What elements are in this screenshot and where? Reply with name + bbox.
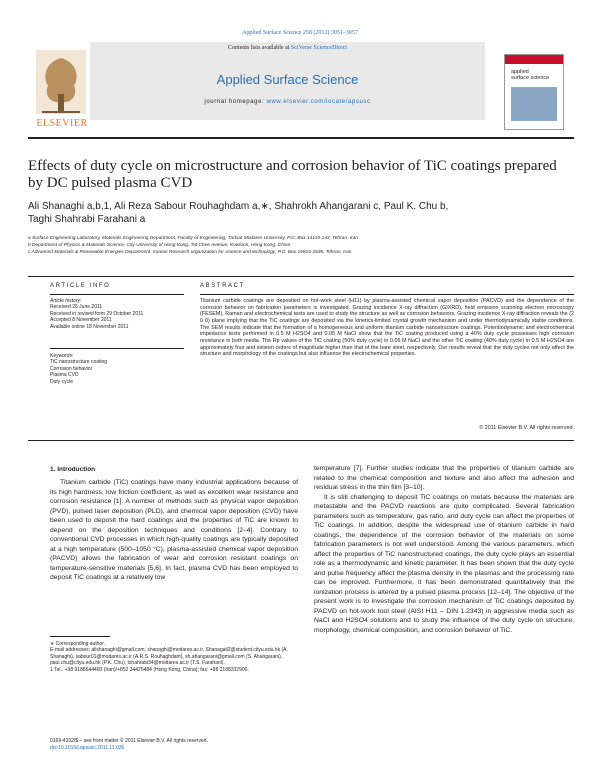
article-info-heading: ARTICLE INFO (50, 283, 111, 289)
affiliation-b: b Department of Physics & Materials Science, City University of Hong Kong, Tat Chee Avenue, Kowloon, Hong Kong, China (28, 243, 291, 248)
history-accepted: Accepted 8 November 2011 (50, 317, 112, 324)
section-rule (28, 276, 574, 277)
telephone-note: 1 Tel.: +98 9188644460 (Iran)/+852 34425484 (Hong Kong, China); fax: +98 2188332900. (50, 666, 249, 673)
paragraph: Titanium carbide (TiC) coatings have many industrial applications because of its high hardness, low friction coefficient, as well as excellent wear resistance and corrosion resistance [1]. A number of methods such as physical vapor deposition (PVD), pulsed laser deposition (PLD), and chemical vapor deposition (CVD) have been used to deposit the hard coatings and the properties of TiC are known to depend on the deposition techniques and conditions [2–4]. Contrary to conventional CVD processes in which high-quality coatings are typically deposited at a high temperature (500–1050 °C), plasma-assisted chemical vapor deposition (PACVD) allows the fabrication of wear and corrosion resistant coatings on temperature-sensitive materials [5,6]. In fact, plasma CVD has been employed to deposit TiC coatings at a relatively low (50, 479, 298, 581)
keyword: TiC nanostructure coating (50, 359, 108, 366)
article-history (50, 298, 184, 330)
footnotes (50, 641, 298, 673)
keyword: Plasma CVD (50, 372, 79, 379)
homepage-prefix: journal homepage: (204, 99, 267, 105)
publisher-name: ELSEVIER (36, 118, 88, 129)
journal-title: Applied Surface Science (216, 72, 359, 87)
cover-band (505, 55, 563, 64)
body-column-right (314, 464, 574, 635)
footnote-rule (50, 636, 110, 637)
header-rule (28, 137, 574, 139)
history-label: Article history: (50, 298, 82, 304)
affiliation-a: a Surface Engineering Laboratory, Materials Engineering Department, Faculty of Engineering, Tarbiat Modares University, P.O. Box 14115-143, Tehran, Iran (28, 236, 358, 241)
affiliation-c: c Advanced Materials & Renewable Energies Department, Iranian Research organization for science and technology, P.O. Box 15815-3538, Tehran, Iran (28, 250, 352, 255)
abstract-rule (200, 294, 574, 295)
paragraph: It is still challenging to deposit TiC coatings on metals because the materials are metastable and the PACVD reactions are quite complicated. Several fabrication parameters such as temperature, gas ratio, and duty cycle can affect the properties of TiC coatings. In addition, despite the widespread use of titanium carbide in hard coatings, the dependence of the corrosion behavior of the materials on some fabrication parameters is not well understood. Among the various parameters, which affect the properties of TiC nanostructured coatings, the duty cycle plays an essential role as a thermodynamic and kinetic parameter. It has been shown that the duty cycle and pulse frequency affect the plasma density in the plasmas and the processing rate can be improved. Furthermore, it has been demonstrated quantitatively that the ionization process is altered by a pulsed plasma process [12–14]. The objective of the present work is to investigate the corrosion mechanism of TiC coatings deposited by PACVD on hot-work tool steel (AISI H11 – DIN 1.2343) in aggressive media such as NaCl and H2SO4 solutions and to study the influence of the duty cycle on structure, morphology, chemical composition, and corrosion behavior of TiC. (314, 493, 574, 634)
journal-header-box (90, 42, 485, 120)
keywords (50, 353, 184, 385)
email-addresses: E-mail addresses: alishanaghi@gmail.com, shanaghi@modares.ac.ir, Shanagali2@student.cityu.edu.hk (A. Shanaghi), sabour01@modares.ac.ir (A.R.S. Rouhaghdam), sh.ahangarani@gmail.com (S. Ahangarani), paul.chu@cityu.edu.hk (P.K. Chu), tshahrabi34@modares.ac.ir (T.S. Farahani). (50, 647, 288, 667)
abstract-text: Titanium carbide coatings are deposited on hot-work steel (H11) by plasma-assisted chemical vapor deposition (PACVD) and the dependence of the corrosion behavior on fabrication parameters is investigated. Grazing incidence X-ray diffraction (GIXRD), field emission scanning electron microscopy (FESEM), Raman and electrochemical tests are used to study the structure as well as corrosion behaviors. Grazing incidence X-ray diffraction reveals the (2 0 0) plane implying that the TiC coatings are deposited via the kinetics-limited crystal growth mechanism and under thermodynamically stable conditions. The SEM results indicate that the formation of a homogeneous and uniform titanium carbide nanostructure coatings. Potentiodynamic and electrochemical impedance tests performed in 0.5 M H2SO4 and 0.05 M NaCl show that the TiC coating produced using a 40% duty cycle possesses high corrosion resistance in both media. The Rp values of the TiC coating (50% duty cycle) in 0.05 M NaCl and the other TiC coating (40% duty cycle) in 0.5 M H2SO4 are approximately four and sixteen orders of magnitude higher than that of the bare steel, respectively. Our results reveal that the duty cycles not only affect the structure and morphology of the coatings but also influence the electrochemical properties. (200, 298, 574, 358)
abstract-heading: ABSTRACT (200, 283, 245, 289)
body-column-left (50, 478, 298, 583)
page-footer (50, 738, 310, 751)
keyword: Corrosion behavior (50, 365, 93, 372)
history-received: Received 26 June 2011 (50, 304, 103, 311)
issn-line: 0169-4332/$ – see front matter © 2011 Elsevier B.V. All rights reserved. (50, 738, 208, 744)
copyright: © 2011 Elsevier B.V. All rights reserved. (479, 425, 574, 431)
journal-cover (504, 54, 564, 130)
cover-title: applied surface science (511, 69, 550, 81)
homepage-link[interactable]: www.elsevier.com/locate/apsusc (266, 99, 371, 105)
corresponding-author-note: ∗ Corresponding author. (50, 641, 106, 647)
history-revised: Received in revised form 29 October 2011 (50, 310, 144, 317)
article-info-rule (50, 294, 184, 295)
sciencedirect-link[interactable]: SciVerse ScienceDirect (290, 45, 348, 51)
doi-link[interactable]: doi:10.1016/j.apsusc.2011.11.036 (50, 744, 125, 751)
author-list (28, 200, 568, 226)
introduction-heading: 1. Introduction (50, 466, 96, 473)
authors-line-1: Ali Shanaghi a,b,1, Ali Reza Sabour Rouhaghdam a,∗, Shahrokh Ahangarani c, Paul K. Chu b, (28, 201, 449, 212)
article-title: Effects of duty cycle on microstructure and corrosion behavior of TiC coatings prepared by DC pulsed plasma CVD (28, 158, 557, 191)
authors-line-2: Taghi Shahrabi Farahani a (28, 214, 146, 225)
journal-homepage (90, 99, 485, 105)
history-online: Available online 18 November 2011 (50, 323, 129, 330)
body-rule (28, 440, 574, 441)
journal-citation: Applied Surface Science 258 (2012) 3051–3057 (242, 30, 358, 36)
cover-image (511, 87, 557, 121)
paragraph: temperature [7]. Further studies indicate that the properties of titanium carbide are related to the chemical composition and texture and also affect the adhesion and residual stress in the thin film [3–10]. (314, 465, 574, 491)
keywords-label: Keywords: (50, 353, 74, 359)
contents-line (90, 45, 485, 51)
contents-prefix: Contents lists available at (227, 45, 291, 51)
keyword: Duty cycle (50, 378, 74, 385)
keywords-rule (50, 348, 184, 349)
elsevier-tree-logo (36, 50, 86, 122)
